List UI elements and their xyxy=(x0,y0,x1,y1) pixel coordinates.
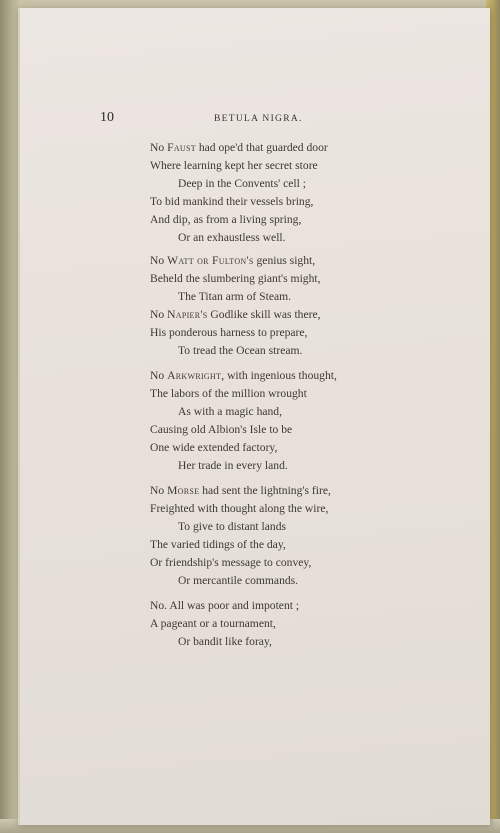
poem-line: The varied tidings of the day, xyxy=(150,538,286,551)
book-page xyxy=(18,8,490,825)
poem-line: Or bandit like foray, xyxy=(178,635,272,648)
proper-name: Watt or Fulton's xyxy=(167,254,254,267)
poem-line: His ponderous harness to prepare, xyxy=(150,326,308,339)
poem-line: Or an exhaustless well. xyxy=(178,231,286,244)
proper-name: Faust xyxy=(167,141,196,154)
poem-line: Or mercantile commands. xyxy=(178,574,299,587)
line-text: No xyxy=(150,141,168,154)
poem-line: Where learning kept her secret store xyxy=(150,159,318,172)
poem xyxy=(20,8,490,825)
poem-line: A pageant or a tournament, xyxy=(150,617,276,630)
poem-line xyxy=(150,485,331,497)
poem-line xyxy=(150,142,328,154)
poem-line: Freighted with thought along the wire, xyxy=(150,502,329,515)
poem-line xyxy=(150,309,321,321)
line-text: No xyxy=(150,254,168,267)
poem-line: The Titan arm of Steam. xyxy=(178,290,292,303)
line-text: had sent the lightning's fire, xyxy=(199,484,331,497)
poem-line: Or friendship's message to convey, xyxy=(150,556,312,569)
line-text: No xyxy=(150,369,168,382)
line-text: No xyxy=(150,484,168,497)
poem-line: As with a magic hand, xyxy=(178,405,282,418)
poem-line: Causing old Albion's Isle to be xyxy=(150,423,293,436)
page-number: 10 xyxy=(100,110,114,125)
line-text: , with ingenious thought, xyxy=(221,369,337,382)
poem-line: Deep in the Convents' cell ; xyxy=(178,177,306,190)
poem-line: No. All was poor and impotent ; xyxy=(150,599,300,612)
poem-line: And dip, as from a living spring, xyxy=(150,213,302,226)
poem-line: One wide extended factory, xyxy=(150,441,278,454)
poem-line xyxy=(150,255,315,267)
proper-name: Morse xyxy=(167,484,200,497)
poem-line: Beheld the slumbering giant's might, xyxy=(150,272,321,285)
poem-line: To tread the Ocean stream. xyxy=(178,344,303,357)
poem-line xyxy=(150,370,337,382)
poem-line: The labors of the million wrought xyxy=(150,387,307,400)
line-text: had ope'd that guarded door xyxy=(195,141,328,154)
line-text: No xyxy=(150,308,168,321)
line-text: Godlike skill was there, xyxy=(207,308,321,321)
proper-name: Napier's xyxy=(167,308,208,321)
line-text: genius sight, xyxy=(253,254,316,267)
poem-line: To bid mankind their vessels bring, xyxy=(150,195,314,208)
poem-line: To give to distant lands xyxy=(178,520,287,533)
running-title: BETULA NIGRA. xyxy=(214,114,303,124)
poem-line: Her trade in every land. xyxy=(178,459,288,472)
proper-name: Arkwright xyxy=(167,369,222,382)
